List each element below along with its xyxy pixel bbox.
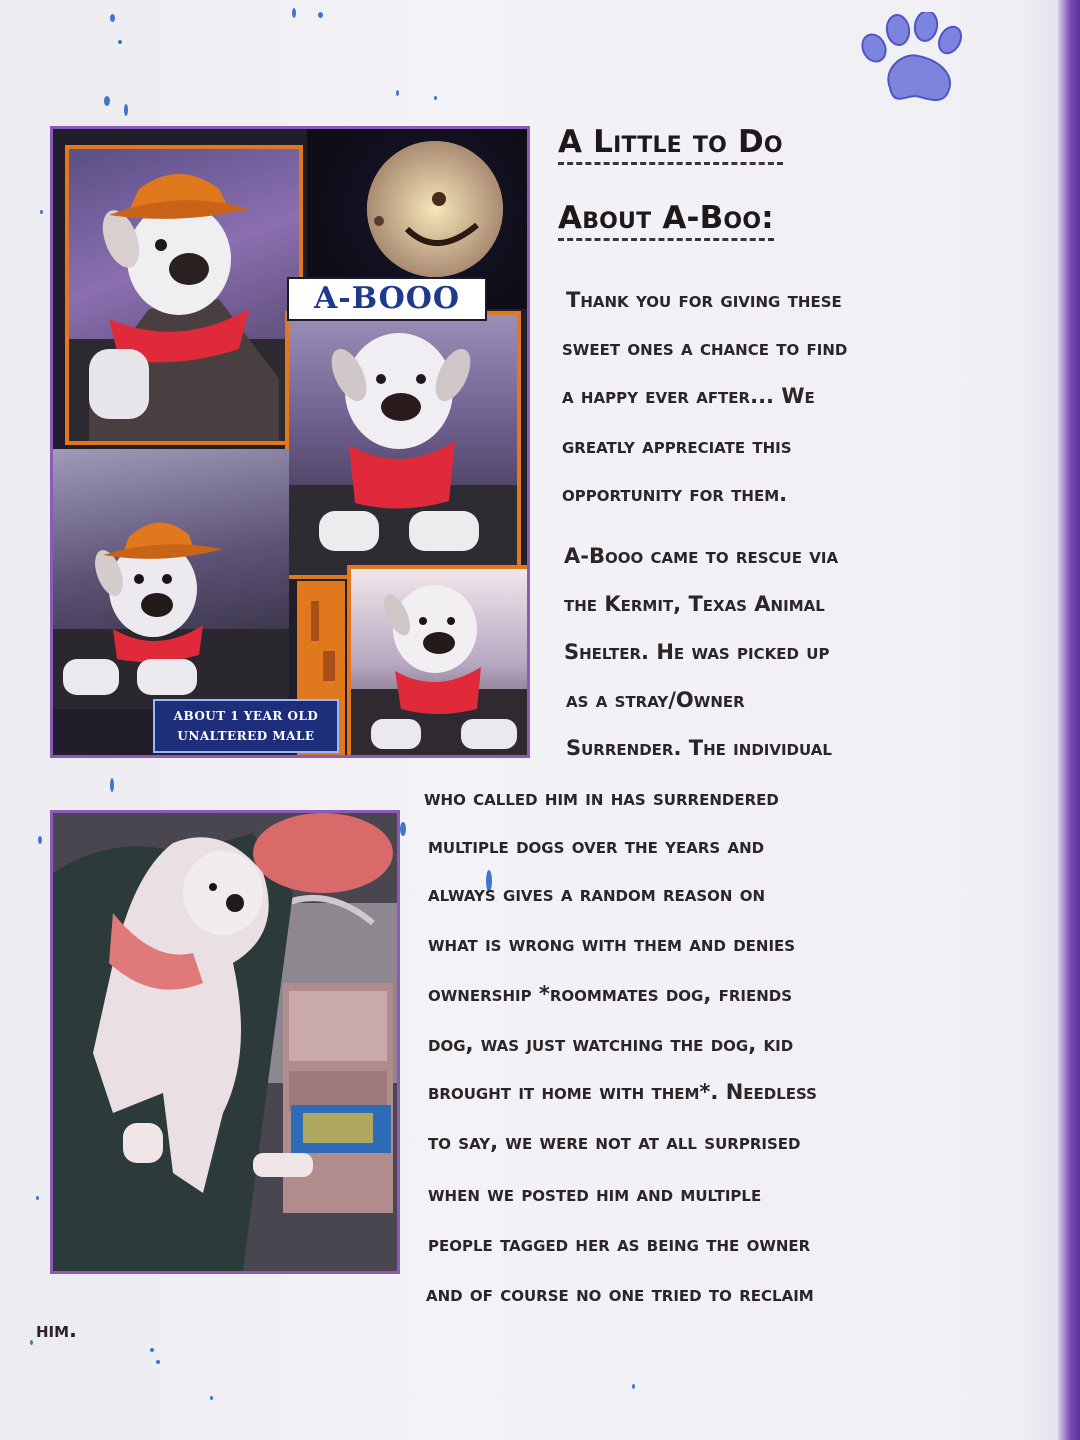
body-line-2: sweet ones a chance to find: [562, 336, 848, 360]
dog-name-banner: A-BOOO: [287, 277, 487, 321]
paper-shadow: [1018, 0, 1058, 1440]
body-line-15: ownership *roommates dog, friends: [428, 982, 793, 1006]
photo-dog-being-held: [50, 810, 400, 1274]
body-line-12: multiple dogs over the years and: [428, 834, 765, 858]
body-line-4: greatly appreciate this: [562, 434, 792, 458]
age-sex-label: [153, 699, 339, 753]
body-line-21: and of course no one tried to reclaim: [426, 1282, 814, 1306]
body-line-16: dog, was just watching the dog, kid: [428, 1032, 794, 1056]
body-line-8: Shelter. He was picked up: [564, 640, 830, 664]
body-line-5: opportunity for them.: [562, 482, 788, 506]
photo-dog-bandana-middle: [285, 311, 521, 579]
binder-edge: [1058, 0, 1080, 1440]
body-line-13: always gives a random reason on: [428, 882, 766, 906]
body-line-9: as a stray/Owner: [566, 688, 745, 712]
body-line-11: who called him in has surrendered: [424, 786, 779, 810]
dog-photo-collage: [50, 126, 530, 758]
photo-dog-hat-bottom: [53, 449, 289, 709]
paw-print-icon: [852, 12, 972, 110]
body-line-1: Thank you for giving these: [566, 288, 842, 312]
body-line-3: a happy ever after... We: [562, 384, 815, 408]
body-line-17: brought it home with them*. Needless: [428, 1080, 817, 1104]
page-title-line-1: A Little to Do: [558, 124, 783, 165]
page-title-line-2: About A-Boo:: [558, 200, 774, 241]
sex-label: UNALTERED MALE: [177, 729, 315, 743]
photo-dog-bandana-bottom: [347, 565, 530, 758]
body-line-18: to say, we were not at all surprised: [428, 1130, 801, 1154]
age-label: ABOUT 1 YEAR OLD: [173, 709, 319, 723]
body-line-14: what is wrong with them and denies: [428, 932, 796, 956]
closing-word: him.: [36, 1318, 78, 1342]
body-line-10: Surrender. The individual: [566, 736, 832, 760]
body-line-7: the Kermit, Texas Animal: [564, 592, 825, 616]
body-line-19: when we posted him and multiple: [428, 1182, 762, 1206]
body-line-20: people tagged her as being the owner: [428, 1232, 811, 1256]
body-line-6: A-Booo came to rescue via: [564, 544, 839, 568]
photo-dog-hat-top: [65, 145, 303, 445]
